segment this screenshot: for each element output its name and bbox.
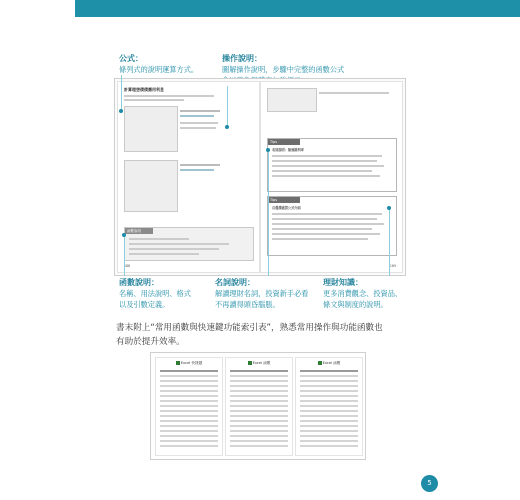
text-line	[272, 175, 380, 177]
table-row	[300, 390, 358, 392]
excel-icon	[248, 361, 252, 365]
table-row	[300, 435, 358, 437]
table-row	[300, 380, 358, 382]
annotation-function	[119, 277, 191, 310]
leader-line	[124, 236, 125, 276]
table-row	[300, 405, 358, 407]
screenshot-thumbnail	[124, 106, 178, 152]
index-page-title	[156, 361, 222, 366]
table-row	[160, 430, 218, 432]
annotation-glossary-line2: 不再讀得頭昏腦脹。	[215, 300, 280, 309]
index-page	[225, 357, 293, 456]
index-page	[295, 357, 363, 456]
index-page-title	[226, 361, 292, 366]
table-row	[230, 410, 288, 412]
table-row	[230, 435, 288, 437]
table-row	[230, 405, 288, 407]
step-line	[180, 122, 218, 124]
left-page-title: 計算理想債債應用利息	[124, 87, 164, 92]
table-header	[160, 370, 218, 372]
table-row	[300, 445, 358, 447]
text-line	[124, 95, 214, 97]
text-line	[272, 170, 372, 172]
annotation-glossary-title: 名詞說明：	[215, 278, 255, 287]
text-line	[272, 218, 377, 220]
annotation-formula-title: 公式：	[119, 54, 143, 63]
function-box	[124, 227, 254, 261]
tips-box-finance	[267, 196, 397, 256]
screenshot-thumbnail	[124, 160, 178, 212]
table-row	[160, 380, 218, 382]
excel-icon	[176, 361, 180, 365]
screenshot-thumbnail	[267, 88, 317, 112]
text-line	[272, 228, 372, 230]
text-line	[319, 92, 389, 94]
table-row	[300, 415, 358, 417]
table-row	[230, 380, 288, 382]
table-row	[300, 425, 358, 427]
leader-dot	[225, 125, 229, 129]
leader-dot	[387, 206, 391, 210]
tips-label: Tips	[268, 197, 300, 203]
table-row	[160, 445, 218, 447]
step-line	[180, 164, 220, 166]
table-row	[230, 395, 288, 397]
annotation-finance-line2: 條文與制度的說明。	[323, 300, 388, 309]
table-row	[300, 385, 358, 387]
index-page	[155, 357, 223, 456]
step-line	[180, 127, 216, 129]
annotation-function-title: 函數說明：	[119, 278, 159, 287]
table-row	[160, 410, 218, 412]
table-row	[230, 440, 288, 442]
table-row	[160, 415, 218, 417]
table-row	[160, 435, 218, 437]
table-row	[160, 440, 218, 442]
table-row	[230, 390, 288, 392]
leader-line	[121, 75, 122, 110]
table-header	[230, 370, 288, 372]
annotation-finance-line1: 更多消費觀念、投資品、	[323, 289, 403, 298]
table-row	[230, 400, 288, 402]
annotation-formula	[119, 53, 198, 75]
table-row	[230, 420, 288, 422]
table-row	[230, 430, 288, 432]
step-line	[180, 115, 214, 117]
table-row	[160, 375, 218, 377]
text-line	[272, 233, 380, 235]
table-row	[300, 430, 358, 432]
text-line	[129, 238, 189, 240]
table-row	[230, 415, 288, 417]
text-line	[272, 155, 382, 157]
table-row	[230, 425, 288, 427]
table-row	[230, 445, 288, 447]
step-line	[180, 169, 214, 171]
table-row	[300, 395, 358, 397]
leader-dot	[119, 109, 123, 113]
step-line	[180, 110, 220, 112]
book-spread-preview	[114, 78, 406, 276]
table-row	[160, 400, 218, 402]
index-page-title-text: Excel 函數	[322, 361, 341, 365]
text-line	[129, 253, 199, 255]
text-line	[272, 165, 384, 167]
text-line	[124, 99, 184, 101]
left-page	[117, 81, 260, 273]
right-page	[260, 81, 403, 273]
body-paragraph: 書末附上“常用函數與快速鍵功能索引表”，熟悉常用操作與功能函數也有助於提升效率。	[116, 323, 383, 347]
table-row	[160, 425, 218, 427]
annotation-function-line2: 以及引數定義。	[119, 300, 170, 309]
table-row	[230, 375, 288, 377]
text-line	[129, 248, 219, 250]
annotation-formula-desc: 條列式的說明運算方式。	[119, 65, 199, 74]
leader-line	[227, 86, 228, 126]
table-row	[160, 405, 218, 407]
text-line	[129, 243, 229, 245]
left-page-number: 188	[124, 264, 131, 268]
table-row	[300, 410, 358, 412]
tips-label: Tips	[268, 139, 300, 145]
index-page-title	[296, 361, 362, 366]
right-page-number: 189	[389, 264, 396, 268]
page-number-badge: 5	[421, 475, 438, 492]
annotation-glossary	[215, 277, 308, 310]
table-row	[230, 385, 288, 387]
leader-line	[268, 150, 269, 276]
table-row	[160, 395, 218, 397]
text-line	[272, 213, 382, 215]
index-table-preview	[150, 352, 366, 460]
table-row	[300, 440, 358, 442]
text-line	[272, 160, 377, 162]
table-row	[160, 385, 218, 387]
leader-dot	[266, 148, 270, 152]
table-row	[300, 400, 358, 402]
annotation-finance-title: 理財知識：	[323, 278, 363, 287]
index-page-title-text: Excel 函數	[252, 361, 271, 365]
excel-icon	[318, 361, 322, 365]
leader-dot	[122, 233, 126, 237]
table-row	[160, 420, 218, 422]
annotation-steps-title: 操作說明：	[222, 54, 262, 63]
tips-title: 自選擇通貨公式介紹	[272, 206, 301, 210]
table-header	[300, 370, 358, 372]
tips-title: 名詞說明：無風險利率	[272, 148, 304, 152]
tips-box-glossary	[267, 138, 397, 192]
table-row	[300, 375, 358, 377]
top-banner	[75, 0, 520, 17]
annotation-glossary-line1: 解讀理財名詞，投資新手必看	[215, 289, 309, 298]
annotation-function-line1: 名稱、用法說明、格式	[119, 289, 191, 298]
text-line	[272, 223, 384, 225]
annotation-steps-line1: 圖解操作說明，步驟中完整的函數公式	[222, 65, 345, 74]
text-line	[272, 238, 368, 240]
table-row	[160, 390, 218, 392]
leader-line	[389, 208, 390, 276]
table-row	[300, 420, 358, 422]
annotation-finance	[323, 277, 402, 310]
function-box-label: 函數說明	[125, 228, 153, 234]
index-page-title-text: Excel 快捷鍵	[180, 361, 203, 365]
